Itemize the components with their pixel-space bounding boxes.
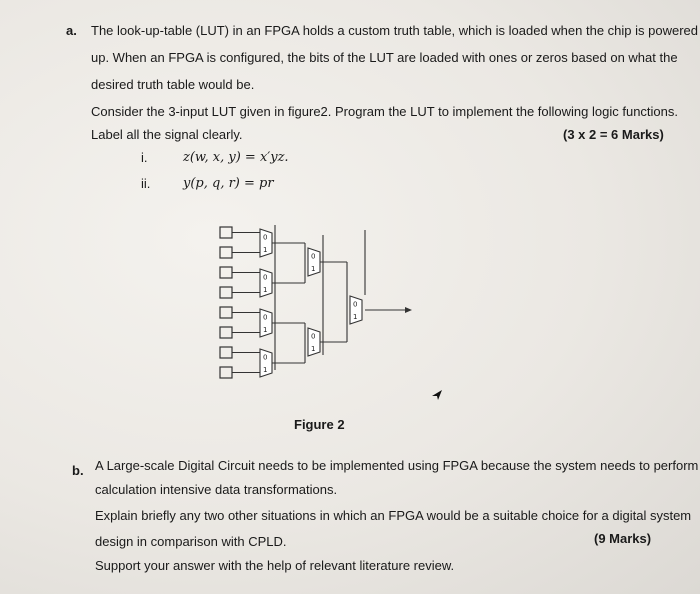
function-2-number: ii. <box>141 176 151 191</box>
mux-level2-0-label-1: 1 <box>311 264 316 273</box>
mux-level3-label-0: 0 <box>353 300 358 309</box>
part-a-line-1: The look-up-table (LUT) in an FPGA holds a custom truth table, which is loaded when the chip is powered <box>91 23 698 38</box>
lut-cell-2 <box>220 267 232 278</box>
function-2-expression: y(p, q, r) = pr <box>183 176 274 191</box>
mux-level2-1-label-0: 0 <box>311 332 316 341</box>
mux-level1-2-label-0: 0 <box>263 313 268 322</box>
mux-level1-1-label-0: 0 <box>263 273 268 282</box>
lut-memory-cells <box>220 227 232 378</box>
mux-level3-label-1: 1 <box>353 312 358 321</box>
part-a-instruction-2: Label all the signal clearly. <box>91 127 243 142</box>
function-1-number: i. <box>141 150 148 165</box>
lut-cell-6 <box>220 347 232 358</box>
mux-level1-2-label-1: 1 <box>263 325 268 334</box>
mux-level2-1-label-1: 1 <box>311 344 316 353</box>
output-arrow <box>405 307 412 313</box>
function-1-expression: z(w, x, y) = x′yz. <box>183 150 289 165</box>
part-b-line-1: A Large-scale Digital Circuit needs to be implemented using FPGA because the system needs to perform <box>95 458 699 473</box>
part-b-line-3: Explain briefly any two other situations in which an FPGA would be a suitable choice for a digital system <box>95 508 692 523</box>
lut-cell-0 <box>220 227 232 238</box>
mux-level1-3-label-1: 1 <box>263 365 268 374</box>
lut-cell-4 <box>220 307 232 318</box>
part-a-line-2: up. When an FPGA is configured, the bits of the LUT are loaded with ones or zeros based on what the <box>91 50 678 65</box>
mux-level2-0-label-0: 0 <box>311 252 316 261</box>
lut-cell-5 <box>220 327 232 338</box>
figure-caption: Figure 2 <box>294 417 345 432</box>
part-b-marks: (9 Marks) <box>594 531 652 546</box>
part-a-line-3: desired truth table would be. <box>91 77 255 92</box>
lut-cell-3 <box>220 287 232 298</box>
part-b-line-5: Support your answer with the help of relevant literature review. <box>95 558 455 573</box>
part-b-line-2: calculation intensive data transformations. <box>95 482 338 497</box>
lut-wires <box>232 233 347 373</box>
part-b-label: b. <box>72 463 84 478</box>
part-b-line-4: design in comparison with CPLD. <box>95 534 287 549</box>
mux-level1-1-label-1: 1 <box>263 285 268 294</box>
lut-cell-7 <box>220 367 232 378</box>
mux-level1-0-label-1: 1 <box>263 245 268 254</box>
mux-level1-0-label-0: 0 <box>263 233 268 242</box>
part-a-marks: (3 x 2 = 6 Marks) <box>563 127 664 142</box>
mux-level1-3-label-0: 0 <box>263 353 268 362</box>
part-a-label: a. <box>66 23 77 38</box>
lut-diagram <box>215 215 415 405</box>
part-a-instruction-1: Consider the 3-input LUT given in figure2. Program the LUT to implement the following logic functions. <box>91 104 678 119</box>
cursor-icon <box>430 388 444 402</box>
lut-cell-1 <box>220 247 232 258</box>
